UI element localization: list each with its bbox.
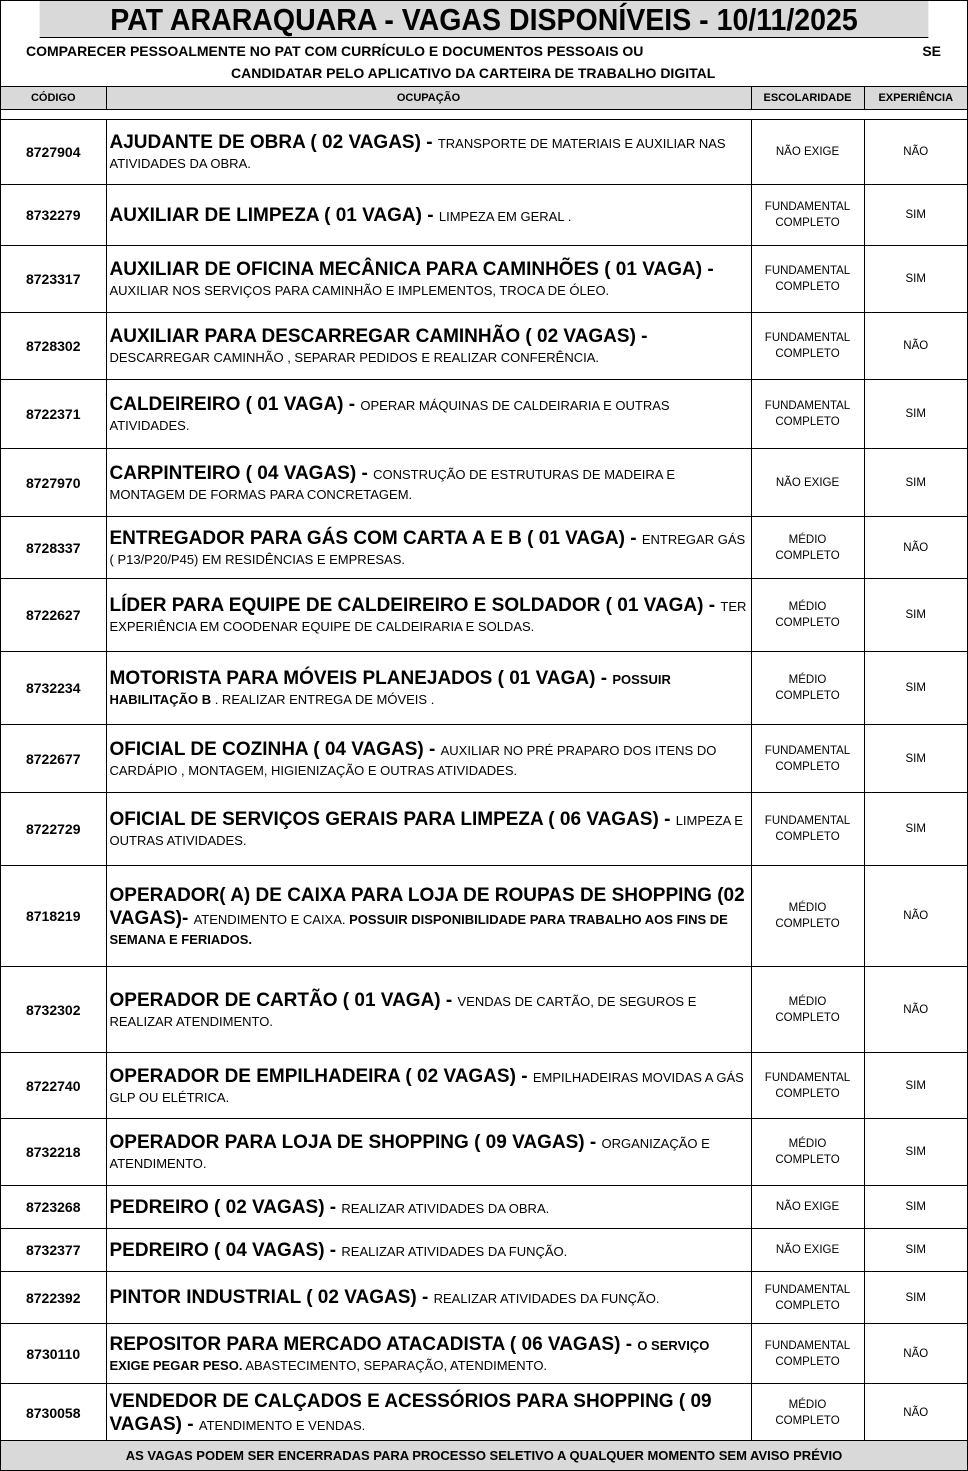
job-requirement: POSSUIR DISPONIBILIDADE PARA TRABALHO AOS FINS DE SEMANA E FERIADOS. [109,911,728,947]
job-education: NÃO EXIGE [751,449,864,517]
table-row [1,1119,967,1186]
job-title: OPERADOR DE EMPILHADEIRA ( 02 VAGAS) - [109,1065,533,1087]
job-code: 8723317 [1,246,106,313]
job-education: FUNDAMENTAL COMPLETO [751,185,864,246]
job-occupation [106,380,751,449]
job-experience: NÃO [864,866,967,967]
job-code: 8730058 [1,1384,106,1443]
job-experience: NÃO [864,967,967,1053]
application-notice [1,38,967,87]
footer-disclaimer: AS VAGAS PODEM SER ENCERRADAS PARA PROCESSO SELETIVO A QUALQUER MOMENTO SEM AVISO PRÉVIO [1,1440,967,1470]
job-title: OPERADOR DE CARTÃO ( 01 VAGA) - [109,989,458,1011]
job-title: ENTREGADOR PARA GÁS COM CARTA A E B ( 01 VAGA) - [109,527,642,549]
job-code: 8730110 [1,1324,106,1384]
job-description: ATENDIMENTO E CAIXA. [193,911,350,927]
job-title: AJUDANTE DE OBRA ( 02 VAGAS) - [109,132,438,153]
job-experience: SIM [864,1053,967,1119]
header-spacer [1,110,967,120]
table-row [1,579,967,652]
job-education: FUNDAMENTAL COMPLETO [751,380,864,449]
job-experience: SIM [864,380,967,449]
job-occupation [106,517,751,579]
job-education: MÉDIO COMPLETO [751,652,864,725]
job-title: PEDREIRO ( 02 VAGAS) - [109,1196,342,1218]
table-header-row [1,87,967,110]
job-experience: NÃO [864,1384,967,1443]
job-education: NÃO EXIGE [751,1229,864,1272]
job-requirement: O SERVIÇO EXIGE PEGAR PESO. [109,1337,710,1373]
job-education: FUNDAMENTAL COMPLETO [751,725,864,793]
job-title: REPOSITOR PARA MERCADO ATACADISTA ( 06 VAGAS) - [109,1333,638,1355]
notice-line-1: COMPARECER PESSOALMENTE NO PAT COM CURRÍCULO E DOCUMENTOS PESSOAIS OU [26,43,644,59]
table-row [1,725,967,793]
job-education: NÃO EXIGE [751,1186,864,1229]
job-occupation [106,793,751,866]
job-description: CONSTRUÇÃO DE ESTRUTURAS DE MADEIRA E MONTAGEM DE FORMAS PARA CONCRETAGEM. [109,466,675,502]
job-education: MÉDIO COMPLETO [751,1119,864,1186]
job-occupation [106,1053,751,1119]
job-education: FUNDAMENTAL COMPLETO [751,246,864,313]
job-experience: SIM [864,1186,967,1229]
job-code: 8722677 [1,725,106,793]
table-row [1,1272,967,1324]
job-code: 8732302 [1,967,106,1053]
job-experience: NÃO [864,517,967,579]
job-title: AUXILIAR DE LIMPEZA ( 01 VAGA) - [109,204,439,226]
job-description: ORGANIZAÇÃO E ATENDIMENTO. [109,1136,710,1171]
job-experience: SIM [864,579,967,652]
table-row [1,1053,967,1119]
job-experience: SIM [864,1272,967,1324]
job-description: REALIZAR ATIVIDADES DA FUNÇÃO. [341,1243,568,1259]
job-education: FUNDAMENTAL COMPLETO [751,1272,864,1324]
job-description: ATENDIMENTO E VENDAS. [198,1418,366,1433]
job-code: 8722740 [1,1053,106,1119]
job-description: REALIZAR ATIVIDADES DA FUNÇÃO. [433,1291,660,1306]
table-row [1,1384,967,1443]
job-occupation [106,1119,751,1186]
jobs-table [1,87,967,1443]
job-title: MOTORISTA PARA MÓVEIS PLANEJADOS ( 01 VAGA) - [109,668,613,689]
table-row [1,1186,967,1229]
job-education: MÉDIO COMPLETO [751,1384,864,1443]
job-education: FUNDAMENTAL COMPLETO [751,793,864,866]
job-education: FUNDAMENTAL COMPLETO [751,313,864,380]
job-title: AUXILIAR DE OFICINA MECÂNICA PARA CAMINHÕES ( 01 VAGA) - [109,259,714,280]
jobs-table-body [1,120,967,1443]
col-header-occupation: OCUPAÇÃO [106,87,751,110]
job-title: OFICIAL DE COZINHA ( 04 VAGAS) - [109,738,441,760]
job-code: 8723268 [1,1186,106,1229]
job-code: 8727970 [1,449,106,517]
job-code: 8722627 [1,579,106,652]
job-code: 8732377 [1,1229,106,1272]
table-row [1,967,967,1053]
job-experience: SIM [864,185,967,246]
job-description: AUXILIAR NOS SERVIÇOS PARA CAMINHÃO E IMPLEMENTOS, TROCA DE ÓLEO. [109,283,610,298]
job-education: MÉDIO COMPLETO [751,517,864,579]
table-row [1,793,967,866]
job-occupation [106,1384,751,1443]
job-code: 8722371 [1,380,106,449]
job-occupation [106,313,751,380]
job-education: FUNDAMENTAL COMPLETO [751,1053,864,1119]
job-description: LIMPEZA E OUTRAS ATIVIDADES. [109,813,743,848]
table-row [1,517,967,579]
job-code: 8732279 [1,185,106,246]
job-title: CALDEIREIRO ( 01 VAGA) - [109,394,361,415]
job-description: ENTREGAR GÁS ( P13/P20/P45) EM RESIDÊNCIAS E EMPRESAS. [109,531,746,567]
job-description: AUXILIAR NO PRÉ PRAPARO DOS ITENS DO CARDÁPIO , MONTAGEM, HIGIENIZAÇÃO E OUTRAS ATIVIDADES. [109,742,717,778]
notice-line-2: CANDIDATAR PELO APLICATIVO DA CARTEIRA DE TRABALHO DIGITAL [231,65,716,81]
job-description-extra: ABASTECIMENTO, SEPARAÇÃO, ATENDIMENTO. [242,1357,548,1373]
job-experience: NÃO [864,1324,967,1384]
job-description: LIMPEZA EM GERAL . [438,208,572,224]
job-occupation [106,1186,751,1229]
job-education: FUNDAMENTAL COMPLETO [751,1324,864,1384]
job-experience: NÃO [864,120,967,185]
job-description: TRANSPORTE DE MATERIAIS E AUXILIAR NAS ATIVIDADES DA OBRA. [109,136,726,171]
job-occupation [106,449,751,517]
job-occupation [106,579,751,652]
job-occupation [106,1324,751,1384]
job-occupation [106,1229,751,1272]
job-education: MÉDIO COMPLETO [751,866,864,967]
job-code: 8727904 [1,120,106,185]
job-experience: SIM [864,652,967,725]
col-header-experience: EXPERIÊNCIA [864,87,967,110]
table-row [1,185,967,246]
job-code: 8722729 [1,793,106,866]
table-row [1,1324,967,1384]
job-title: VENDEDOR DE CALÇADOS E ACESSÓRIOS PARA SHOPPING ( 09 VAGAS) - [109,1391,712,1435]
job-code: 8728337 [1,517,106,579]
job-description: OPERAR MÁQUINAS DE CALDEIRARIA E OUTRAS ATIVIDADES. [109,398,670,433]
job-title: OFICIAL DE SERVIÇOS GERAIS PARA LIMPEZA ( 06 VAGAS) - [109,809,676,830]
job-occupation [106,120,751,185]
table-row [1,652,967,725]
col-header-education: ESCOLARIDADE [751,87,864,110]
job-education: MÉDIO COMPLETO [751,967,864,1053]
job-occupation [106,1272,751,1324]
job-occupation [106,866,751,967]
page-title: PAT ARARAQUARA - VAGAS DISPONÍVEIS - 10/11/2025 [40,1,929,38]
job-experience: SIM [864,725,967,793]
job-description: DESCARREGAR CAMINHÃO , SEPARAR PEDIDOS E REALIZAR CONFERÊNCIA. [109,350,600,365]
job-description: REALIZAR ATIVIDADES DA OBRA. [341,1200,550,1216]
job-title: AUXILIAR PARA DESCARREGAR CAMINHÃO ( 02 VAGAS) - [109,326,648,347]
job-experience: SIM [864,449,967,517]
table-row [1,120,967,185]
job-requirement: POSSUIR HABILITAÇÃO B [109,672,671,707]
table-row [1,313,967,380]
job-education: MÉDIO COMPLETO [751,579,864,652]
col-header-code: CÓDIGO [1,87,106,110]
notice-se: SE [922,43,941,59]
job-occupation [106,967,751,1053]
job-experience: NÃO [864,313,967,380]
job-description: EMPILHADEIRAS MOVIDAS A GÁS GLP OU ELÉTRICA. [109,1069,744,1105]
job-experience: SIM [864,793,967,866]
job-experience: SIM [864,246,967,313]
table-row [1,866,967,967]
table-row [1,1229,967,1272]
job-experience: SIM [864,1119,967,1186]
job-title: OPERADOR PARA LOJA DE SHOPPING ( 09 VAGAS) - [109,1132,602,1153]
job-occupation [106,652,751,725]
spacer-cell [1,110,967,120]
job-description: VENDAS DE CARTÃO, DE SEGUROS E REALIZAR ATENDIMENTO. [109,993,697,1029]
job-title: LÍDER PARA EQUIPE DE CALDEIREIRO E SOLDADOR ( 01 VAGA) - [109,595,721,616]
job-title: PEDREIRO ( 04 VAGAS) - [109,1239,342,1261]
job-code: 8722392 [1,1272,106,1324]
job-code: 8732234 [1,652,106,725]
table-row [1,380,967,449]
job-title: CARPINTEIRO ( 04 VAGAS) - [109,462,374,484]
job-code: 8718219 [1,866,106,967]
job-experience: SIM [864,1229,967,1272]
job-code: 8728302 [1,313,106,380]
table-row [1,449,967,517]
job-description-extra: . REALIZAR ENTREGA DE MÓVEIS . [211,692,435,707]
table-row [1,246,967,313]
job-description: TER EXPERIÊNCIA EM COODENAR EQUIPE DE CALDEIRARIA E SOLDAS. [109,599,747,634]
job-education: NÃO EXIGE [751,120,864,185]
job-occupation [106,725,751,793]
job-title: OPERADOR( A) DE CAIXA PARA LOJA DE ROUPAS DE SHOPPING (02 VAGAS)- [109,884,745,929]
job-title: PINTOR INDUSTRIAL ( 02 VAGAS) - [109,1287,434,1308]
job-occupation [106,185,751,246]
job-code: 8732218 [1,1119,106,1186]
job-occupation [106,246,751,313]
